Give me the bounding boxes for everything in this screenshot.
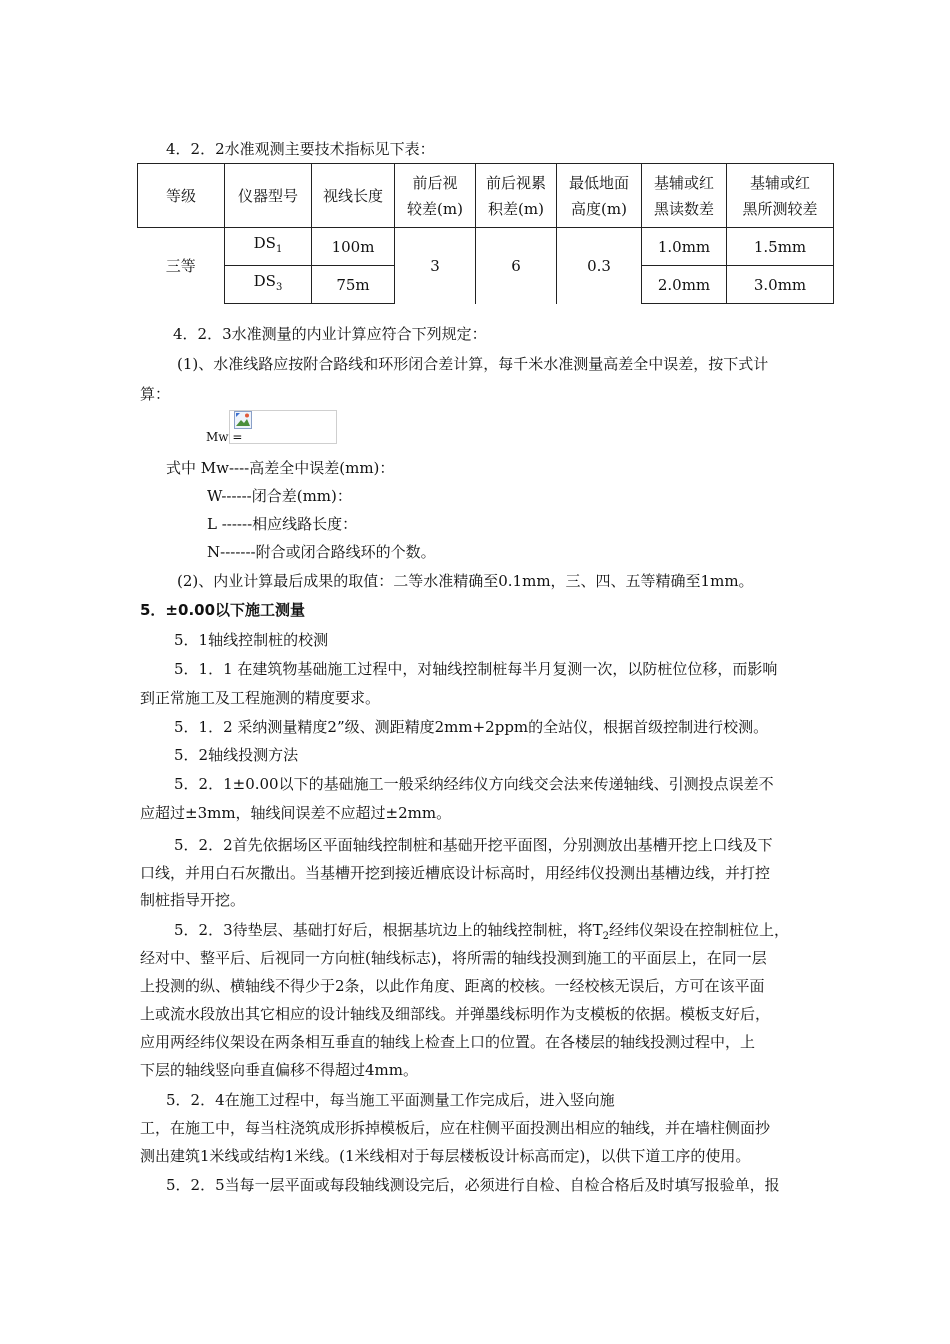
th-grade: 等级: [138, 164, 225, 228]
th-meas-diff: 基辅或红 黑所测较差: [727, 164, 834, 228]
th-cum-diff: 前后视累 积差(m): [476, 164, 557, 228]
cell-len1: 100m: [312, 228, 395, 266]
cell-instr2: $DS_3$: [225, 266, 312, 304]
cell-read2: 2.0mm: [642, 266, 727, 304]
paragraph-5-1-1-line-1: 5．1．1 在建筑物基础施工过程中，对轴线控制桩每半月复测一次，以防桩位位移，而影响: [174, 660, 778, 678]
paragraph-5-2-3-line-6: 下层的轴线竖向垂直偏移不得超过4mm。: [140, 1061, 418, 1079]
cell-read1: 1.0mm: [642, 228, 727, 266]
th-sight-diff: 前后视 较差(m): [395, 164, 476, 228]
paragraph-5-2-3-line-1: 5．2．3待垫层、基础打好后，根据基坑边上的轴线控制桩，将$T_2$经纬仪架设在控制桩位上，: [174, 921, 790, 942]
definition-w: W------闭合差(mm)：: [207, 487, 352, 505]
paragraph-5-2-3-line-2: 经对中、整平后、后视同一方向桩(轴线标志)，将所需的轴线投测到施工的平面层上，在同一层: [140, 949, 767, 967]
cell-instr1: $DS_1$: [225, 228, 312, 266]
paragraph-5-1-2: 5．1．2 采纳测量精度2”级、测距精度2mm+2ppm的全站仪，根据首级控制进行校测。: [174, 718, 769, 736]
paragraph-5-2-3-line-4: 上或流水段放出其它相应的设计轴线及细部线。并弹墨线标明作为支模板的依据。模板支好后，: [140, 1005, 771, 1023]
paragraph-5-2-4-line-2: 工，在施工中，每当柱浇筑成形拆掉模板后，应在柱侧平面投测出相应的轴线，并在墙柱侧面抄: [140, 1119, 771, 1137]
paragraph-5-2-2-line-1: 5．2．2首先依据场区平面轴线控制桩和基础开挖平面图，分别测放出基槽开挖上口线及下: [174, 836, 773, 854]
heading-5-2: 5．2轴线投测方法: [174, 746, 299, 764]
cell-grade: 三等: [138, 228, 225, 304]
paragraph-1-line-2: 算：: [140, 385, 171, 403]
cell-cum: 6: [476, 228, 557, 304]
cell-meas1: 1.5mm: [727, 228, 834, 266]
definition-mw: 式中 Mw----高差全中误差(mm)：: [166, 459, 395, 477]
th-min-height: 最低地面 高度(m): [557, 164, 642, 228]
paragraph-5-2-4-line-3: 测出建筑1米线或结构1米线。(1米线相对于每层楼板设计标高而定)，以供下道工序的使用。: [140, 1147, 751, 1165]
heading-4-2-3: 4．2．3水准测量的内业计算应符合下列规定：: [173, 325, 487, 343]
paragraph-5-2-1-line-2: 应超过±3mm，轴线间误差不应超过±2mm。: [140, 804, 452, 822]
paragraph-5-2-3-line-3: 上投测的纵、横轴线不得少于2条，以此作角度、距离的校核。一经校核无误后，方可在该平面: [140, 977, 765, 995]
paragraph-5-2-4-line-1: 5．2．4在施工过程中，每当施工平面测量工作完成后，进入竖向施: [166, 1091, 615, 1109]
paragraph-5-2-2-line-2: 口线，并用白石灰撒出。当基槽开挖到接近槽底设计标高时，用经纬仪投测出基槽边线，并打控: [140, 864, 771, 882]
level-spec-table: [137, 163, 834, 304]
cell-diff: 3: [395, 228, 476, 304]
paragraph-5-2-2-line-3: 制桩指导开挖。: [140, 891, 246, 909]
paragraph-5-2-3-line-5: 应用两经纬仪架设在两条相互垂直的轴线上检查上口的位置。在各楼层的轴线投测过程中，上: [140, 1033, 756, 1051]
paragraph-5-2-1-line-1: 5．2．1±0.00以下的基础施工一般采纳经纬仪方向线交会法来传递轴线、引测投点误差不: [174, 775, 774, 793]
th-read-diff: 基辅或红 黑读数差: [642, 164, 727, 228]
cell-len2: 75m: [312, 266, 395, 304]
cell-meas2: 3.0mm: [727, 266, 834, 304]
th-instrument: 仪器型号: [225, 164, 312, 228]
th-sight-length: 视线长度: [312, 164, 395, 228]
definition-l: L ------相应线路长度：: [207, 515, 358, 533]
paragraph-5-1-1-line-2: 到正常施工及工程施测的精度要求。: [140, 689, 381, 707]
cell-height: 0.3: [557, 228, 642, 304]
broken-image-icon: [234, 411, 252, 429]
heading-4-2-2: 4．2．2水准观测主要技术指标见下表：: [166, 140, 435, 158]
paragraph-2: (2)、内业计算最后成果的取值：二等水准精确至0.1mm，三、四、五等精确至1mm。: [177, 572, 754, 590]
paragraph-1-line-1: (1)、水准线路应按附合路线和环形闭合差计算，每千米水准测量高差全中误差，按下式计: [177, 355, 769, 373]
formula-label: Mw =: [206, 430, 243, 444]
definition-n: N-------附合或闭合路线环的个数。: [207, 543, 436, 561]
paragraph-5-2-5-line-1: 5．2．5当每一层平面或每段轴线测设完后，必须进行自检、自检合格后及时填写报验单，报: [166, 1176, 780, 1194]
section-5-heading: 5．±0.00以下施工测量: [140, 601, 306, 619]
heading-5-1: 5．1轴线控制桩的校测: [174, 631, 329, 649]
